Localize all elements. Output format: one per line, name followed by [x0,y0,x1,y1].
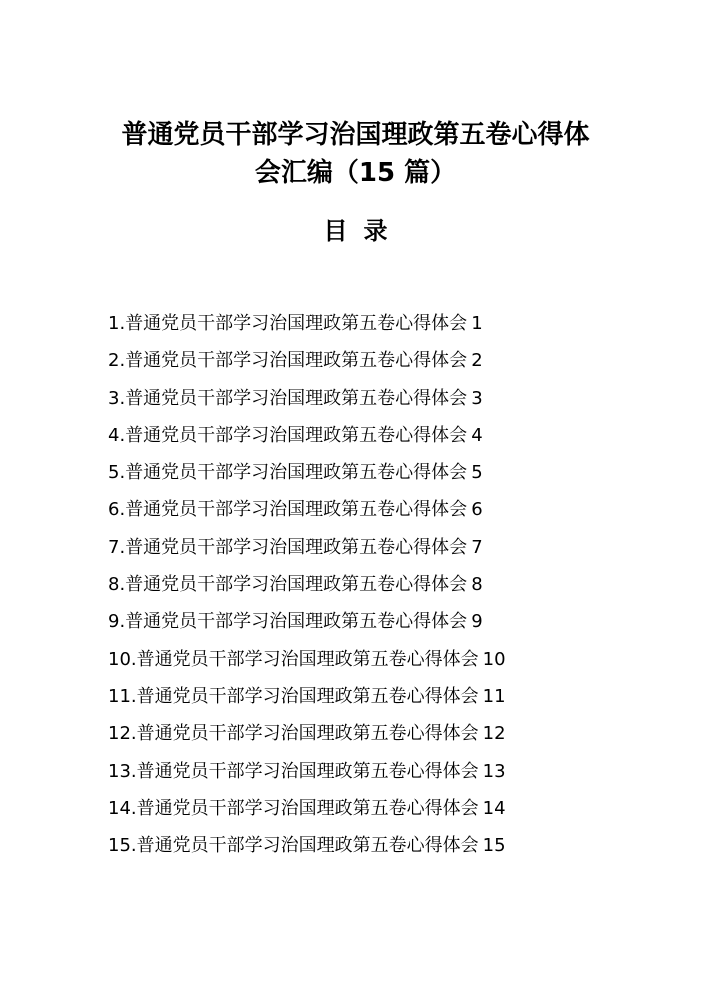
toc-item-title: 普通党员干部学习治国理政第五卷心得体会 [136,648,479,670]
toc-item[interactable] [108,756,506,793]
toc-item[interactable] [108,345,506,382]
toc-item[interactable] [108,569,506,606]
toc-item-page-number: 13 [482,760,506,782]
toc-item-number: 1. [108,313,126,334]
toc-item-number: 9. [108,611,126,633]
toc-item-number: 8. [108,574,126,596]
toc-item-title: 普通党员干部学习治国理政第五卷心得体会 [125,574,468,596]
toc-item-title: 普通党员干部学习治国理政第五卷心得体会 [136,760,479,782]
toc-item-page-number: 10 [482,648,506,670]
toc-item[interactable] [108,420,506,457]
toc-item-page-number: 11 [482,685,506,707]
toc-item-title: 普通党员干部学习治国理政第五卷心得体会 [125,499,468,521]
document-title-line-2: 会汇编（15 篇） [254,158,457,188]
toc-item-number: 10. [108,648,137,670]
toc-item-page-number: 7 [471,536,483,558]
toc-item[interactable] [108,494,506,531]
toc-item-number: 12. [108,723,137,745]
toc-item-title: 普通党员干部学习治国理政第五卷心得体会 [125,424,468,446]
toc-item-page-number: 14 [482,797,506,819]
toc-item[interactable] [108,830,506,867]
toc-item-number: 4. [108,424,126,446]
toc-item-title: 普通党员干部学习治国理政第五卷心得体会 [125,536,468,558]
toc-item-page-number: 1 [471,313,483,334]
toc-item[interactable] [108,718,506,755]
toc-item-title: 普通党员干部学习治国理政第五卷心得体会 [125,350,468,372]
toc-item-page-number: 4 [471,424,483,446]
toc-item[interactable] [108,681,506,718]
toc-item-page-number: 9 [471,611,483,633]
toc-item-number: 15. [108,835,137,857]
toc-item-title: 普通党员干部学习治国理政第五卷心得体会 [125,313,468,334]
toc-item-page-number: 15 [482,835,506,857]
toc-item-page-number: 3 [471,387,483,409]
toc-item-title: 普通党员干部学习治国理政第五卷心得体会 [136,723,479,745]
toc-item-title: 普通党员干部学习治国理政第五卷心得体会 [136,835,479,857]
toc-item-number: 2. [108,350,126,372]
toc-item[interactable] [108,606,506,643]
toc-item[interactable] [108,308,506,345]
toc-item[interactable] [108,532,506,569]
toc-item-page-number: 5 [471,462,483,484]
toc-item[interactable] [108,793,506,830]
toc-item-page-number: 2 [471,350,483,372]
toc-item-number: 7. [108,536,126,558]
toc-list [108,308,506,867]
toc-item-title: 普通党员干部学习治国理政第五卷心得体会 [125,462,468,484]
toc-heading: 目录 [323,217,404,245]
toc-item-page-number: 8 [471,574,483,596]
toc-item-title: 普通党员干部学习治国理政第五卷心得体会 [136,685,479,707]
toc-item-number: 14. [108,797,137,819]
toc-item-title: 普通党员干部学习治国理政第五卷心得体会 [125,611,468,633]
toc-item-title: 普通党员干部学习治国理政第五卷心得体会 [125,387,468,409]
toc-item[interactable] [108,644,506,681]
document-title [0,116,711,192]
toc-item-number: 3. [108,387,126,409]
toc-item[interactable] [108,383,506,420]
toc-item-title: 普通党员干部学习治国理政第五卷心得体会 [136,797,479,819]
toc-item-number: 13. [108,760,137,782]
toc-item-number: 11. [108,685,137,707]
toc-item-page-number: 6 [471,499,483,521]
toc-item-number: 5. [108,462,126,484]
toc-item-number: 6. [108,499,126,521]
toc-item[interactable] [108,457,506,494]
document-title-line-1: 普通党员干部学习治国理政第五卷心得体 [121,120,590,150]
toc-item-page-number: 12 [482,723,506,745]
